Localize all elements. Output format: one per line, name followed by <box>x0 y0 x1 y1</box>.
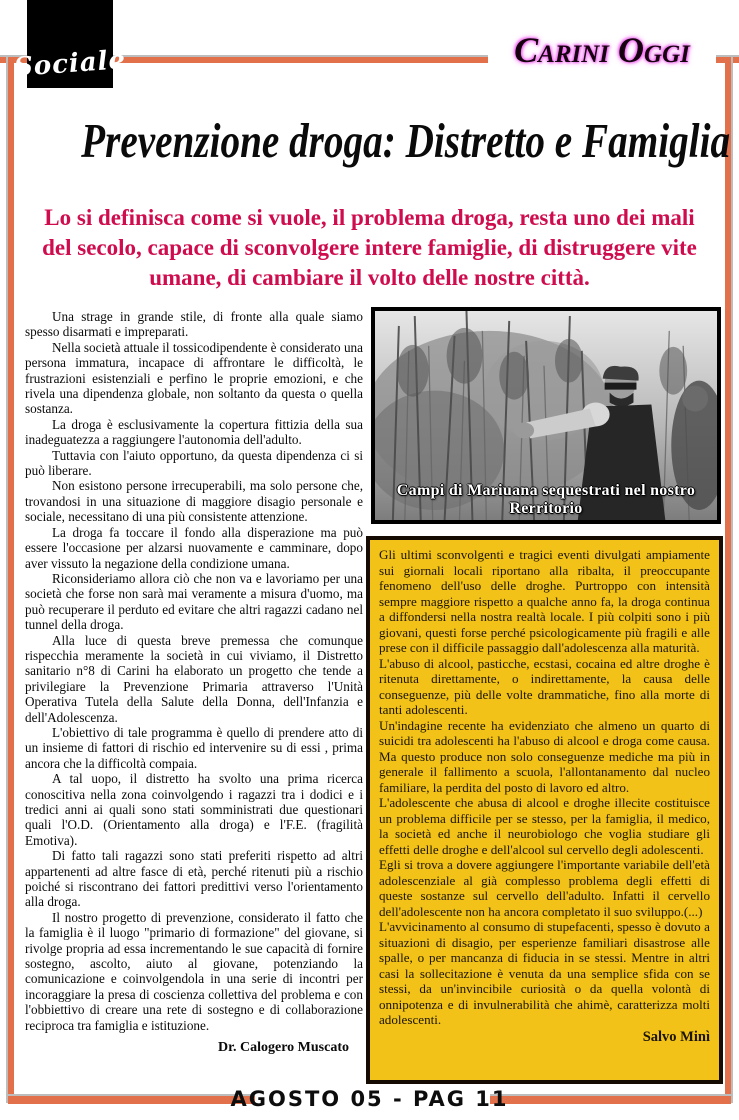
photo <box>371 307 721 524</box>
box-paragraph: Un'indagine recente ha evidenziato che almeno un quarto di suicidi tra adolescenti ha l'abuso di alcool e droga come causa. Ma questo produce non solo conseguenze mediche ma più in generale il fallimento a scuola, l'allontanamento dal nucleo familiare, la perdita del posto di lavoro ed altro. <box>379 717 710 795</box>
article-deck: Lo si definisca come si vuole, il problema droga, resta uno dei mali del secolo, capace di sconvolgere intere famiglie, di distruggere vite umane, di cambiare il volto delle nostre città. <box>42 205 697 290</box>
section-box <box>13 0 127 88</box>
article-paragraph: Una strage in grande stile, di fronte alla quale siamo spesso disarmati e impreparati. <box>25 309 363 340</box>
box-paragraph: L'avvicinamento al consumo di stupefacenti, spesso è dovuto a situazioni di disagio, per esperienze familiari disastrose alle spalle, o per mancanza di fiducia in se stessi. Mentre in altri casi la sollecitazione è venuta da una semplice sfida con se stessi, da un'invincibile curiosità o da quella volontà di onnipotenza e di invulnerabilità che ahimè, caratterizza molti adolescenti. <box>379 919 710 1027</box>
editorial-signature: Salvo Minì <box>642 1028 710 1045</box>
frame-border-right <box>725 57 731 1103</box>
box-paragraph: Egli si trova a dovere aggiungere l'importante variabile dell'età adolescenziale al già complesso problema degli effetti di queste sostanze sul cervello dell'adulto. Infatti il cervello dell'adolescente non ha ancora completato il suo sviluppo.(...) <box>379 857 710 919</box>
box-paragraph: L'adolescente che abusa di alcool e droghe illecite costituisce un problema difficile per se stesso, per la famiglia, il medico, la società ed anche il neurobiologo che voglia studiare gli effetti delle droghe e dell'alcool sul cervello degli adolescenti. <box>379 795 710 857</box>
masthead <box>488 30 716 74</box>
section-label: Sociale <box>13 45 127 83</box>
article-paragraph: A tal uopo, il distretto ha svolto una prima ricerca conoscitiva nella zona coinvolgendo i ragazzi tra i dodici e i tredici anni ai quali sono stati somministrati due questionari quali l'O.D. (Orientamento alla droga) e l'F.E. (fragilità Emotiva). <box>25 771 363 848</box>
masthead-title: Carini Oggi <box>514 30 690 70</box>
article-paragraph: Riconsideriamo allora ciò che non va e lavoriamo per una società che forse non sarà mai veramente a misura d'uomo, ma può recuperare il perduto ed evitare che altri ragazzi cadano nel tunnel della droga. <box>25 570 363 633</box>
article-paragraph: La droga fa toccare il fondo alla disperazione ma può essere l'occasione per alzarsi nuovamente e camminare, dopo aver vissuto la negazione della condizione umana. <box>25 524 363 571</box>
headline <box>0 112 739 169</box>
box-paragraph: Gli ultimi sconvolgenti e tragici eventi divulgati ampiamente sui giornali locali riportano alla ribalta, il preoccupante fenomeno dell'uso delle droghe. Purtroppo con intensità sempre maggiore rispetto a qualche anno fa, la droga continua a diffondersi nella nostra realtà locale. I più colpiti sono i più giovani, questi forse perché psicologicamente più fragili e alle prese con il difficile passaggio dall'adolescenza alla maturità. <box>379 547 710 655</box>
article-column <box>25 309 363 1056</box>
page-title: Prevenzione droga: Distretto e Famiglia <box>81 113 731 168</box>
box-paragraph: L'abuso di alcool, pasticche, ecstasi, cocaina ed altre droghe è ritenuta direttamente, o indirettamente, la causa delle conseguenze, più delle volte drammatiche, fino alla morte di tanti adolescenti. <box>379 655 710 717</box>
article-paragraph: La droga è esclusivamente la copertura fittizia della sua inadeguatezza a raggiungere l'autonomia dell'adulto. <box>25 416 363 448</box>
article-paragraph: Il nostro progetto di prevenzione, considerato il fatto che la famiglia è il luogo "primario di formazione" del giovane, si rivolge propria ad essa incrementando le sue capacità di fornire sostegno, ascolto, aiuto al giovane, potenziando la comunicazione e coinvolgendola in una serie di incontri per incoraggiare la presa di coscienza collettiva del problema e con l'obbiettivo di creare una rete di sostegno e di collaborazione reciproca tra famiglia e istituzione. <box>25 909 363 1033</box>
article-paragraph: Non esistono persone irrecuperabili, ma solo persone che, trovandosi in una situazione di maggiore disagio personale e sociale, necessitano di una più consistente attenzione. <box>25 478 363 525</box>
article-signature: Dr. Calogero Muscato <box>217 1040 349 1056</box>
photo-caption: Campi di Mariuana sequestrati nel nostro Rerritorio <box>396 482 696 517</box>
editorial-box <box>366 536 723 1084</box>
footer-page-label: AGOSTO 05 - PAG 11 <box>230 1087 509 1111</box>
frame-border-left <box>8 57 14 1103</box>
article-paragraph: Di fatto tali ragazzi sono stati preferiti rispetto ad altri appartenenti ad altre fasce di età, perché ritenuti più a rischio poiché si riscontrano dei fattori predittivi verso l'orientamento alla droga. <box>25 848 363 910</box>
article-paragraph: L'obiettivo di tale programma è quello di prendere atto di un insieme di fattori di rischio ed intervenire su di essi , prima ancora che la difficoltà compaia. <box>25 724 363 771</box>
article-paragraph: Tuttavia con l'aiuto opportuno, da questa dipendenza ci si può liberare. <box>25 447 363 479</box>
article-paragraph: Alla luce di questa breve premessa che comunque rispecchia meramente la società in cui viviamo, il Distretto sanitario n°8 di Carini ha elaborato un progetto che tende a privilegiare la Prevenzione Primaria attraverso l'Unità Operativa Tutela della Salute della Donna, dell'Infanzia e dell'Adolescenza. <box>25 632 363 725</box>
article-paragraph: Nella società attuale il tossicodipendente è considerato una persona immatura, incapace di affrontare le difficoltà, le frustrazioni esistenziali e perfino le proprie emozioni, e che rivela una dipendenza globale, non soltanto da questa o quella sostanza. <box>25 339 363 417</box>
